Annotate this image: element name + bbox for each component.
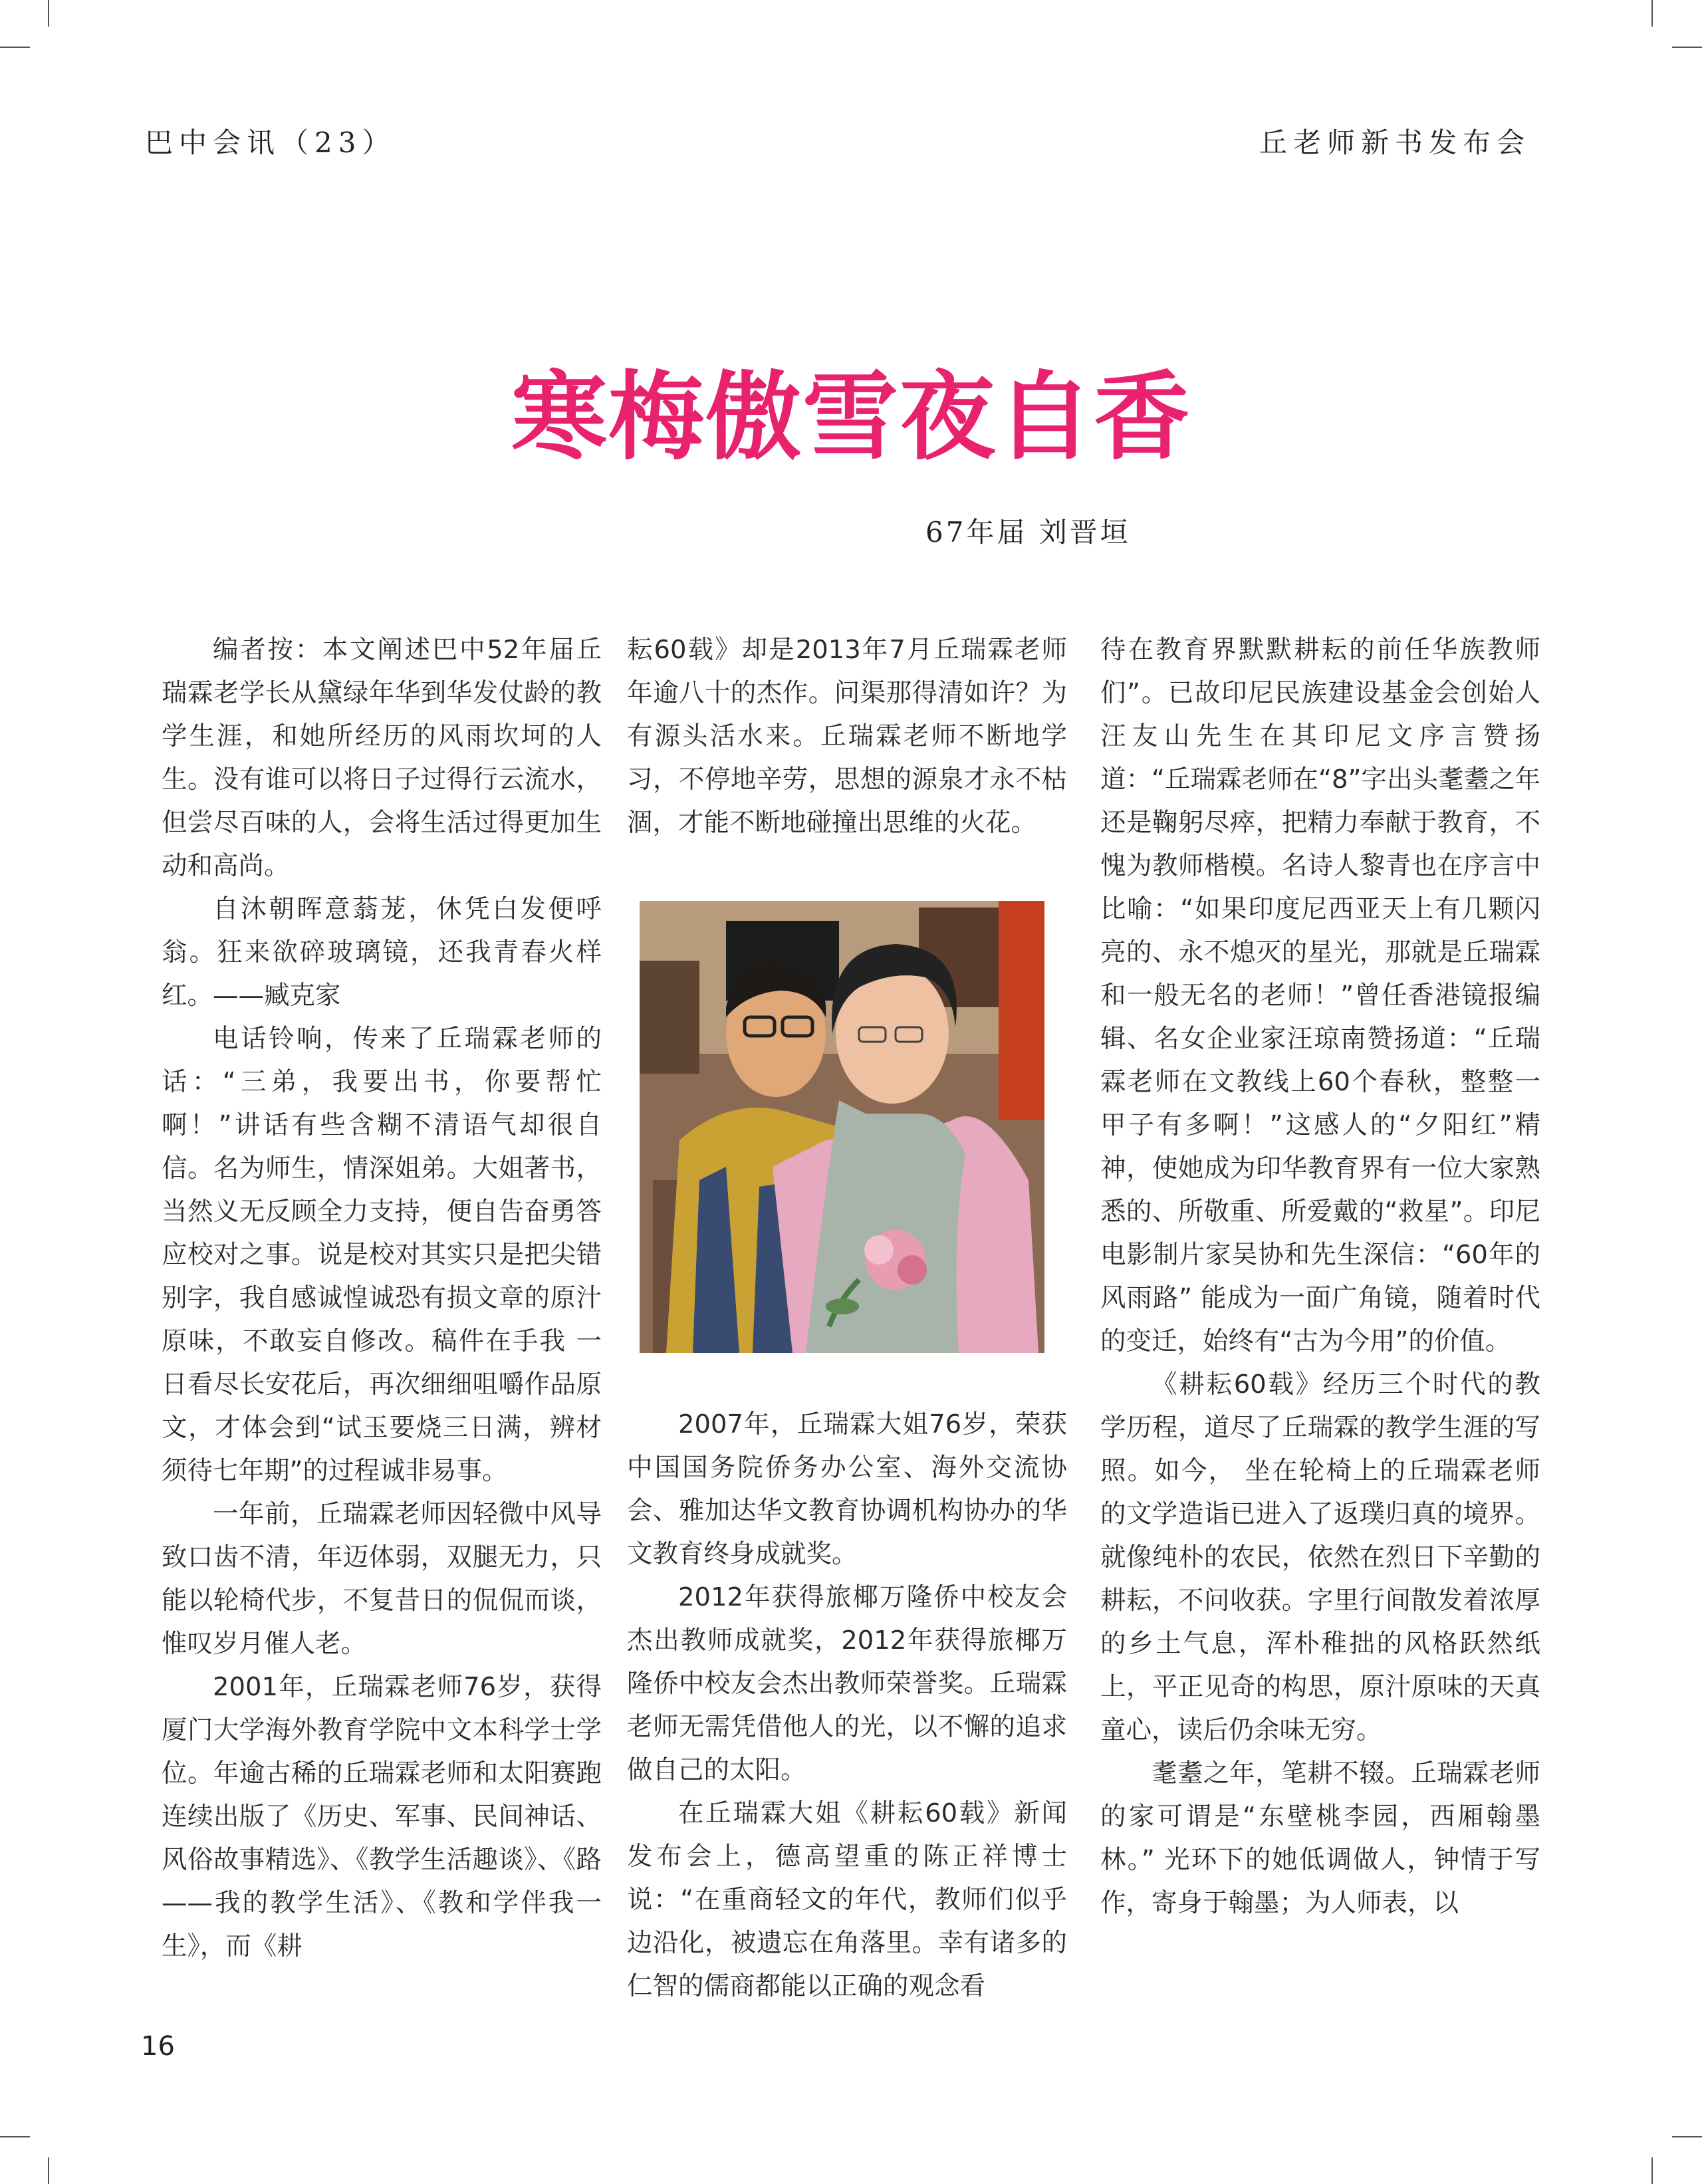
crop-mark	[48, 0, 49, 27]
body-paragraph: 电话铃响，传来了丘瑞霖老师的话：“三弟，我要出书，你要帮忙啊！”讲话有些含糊不清语气却很自信。名为师生，情深姐弟。大姐著书，当然义无反顾全力支持，便自告奋勇答应校对之事。说是校对其实只是把尖错别字，我自感诚惶诚恐有损文章的原汁原味，不敢妄自修改。稿件在手我 一日看尽长安花后，再次细细咀嚼作品原文，才体会到“试玉要烧三日满，辨材须待七年期”的过程诚非易事。	[162, 1024, 602, 1486]
body-paragraph: 《耕耘60载》经历三个时代的教学历程，道尽了丘瑞霖的教学生涯的写照。如今， 坐在轮椅上的丘瑞霖老师的文学造诣已进入了返璞归真的境界。就像纯朴的农民，依然在烈日下辛勤的耕耘，不问收获。字里行间散发着浓厚的乡土气息，浑朴稚拙的风格跃然纸上，平正见奇的构思，原汁原味的天真童心，读后仍余味无穷。	[1100, 1370, 1540, 1745]
photo-illustration	[640, 901, 1044, 1353]
crop-mark	[1672, 47, 1702, 48]
crop-mark	[0, 47, 30, 48]
body-paragraph: 在丘瑞霖大姐《耕耘60载》新闻发布会上，德高望重的陈正祥博士说：“在重商轻文的年代，教师们似乎边沿化，被遗忘在角落里。幸有诸多的仁智的儒商都能以正确的观念看	[627, 1798, 1067, 2001]
crop-mark	[0, 2136, 30, 2137]
article-byline: 67年届 刘晋垣	[925, 516, 1131, 548]
body-paragraph: 耄耋之年，笔耕不辍。丘瑞霖老师的家可谓是“东壁桃李园，西厢翰墨林。” 光环下的她低调做人，钟情于写作，寄身于翰墨；为人师表，以	[1100, 1759, 1540, 1918]
body-paragraph: 2001年，丘瑞霖老师76岁，获得厦门大学海外教育学院中文本科学士学位。年逾古稀的丘瑞霖老师和太阳赛跑连续出版了《历史、军事、民间神话、风俗故事精选》、《教学生活趣谈》、《路——我的教学生活》、《教和学伴我一生》，而《耕	[162, 1672, 602, 1961]
page-number: 16	[141, 2031, 175, 2062]
crop-mark	[1651, 0, 1653, 27]
body-paragraph: 耘60载》却是2013年7月丘瑞霖老师年逾八十的杰作。问渠那得清如许？为有源头活水来。丘瑞霖老师不断地学习，不停地辛劳，思想的源泉才永不枯涸，才能不断地碰撞出思维的火花。	[627, 635, 1067, 838]
editor-note-paragraph: 编者按：本文阐述巴中52年届丘瑞霖老学长从黛绿年华到华发仗龄的教学生涯，和她所经历的风雨坎坷的人生。没有谁可以将日子过得行云流水，但尝尽百味的人，会将生活过得更加生动和高尚。	[162, 635, 602, 881]
text-column-2	[627, 628, 1067, 844]
running-header-left: 巴中会讯（23）	[145, 126, 396, 159]
text-column-2-lower	[627, 1403, 1067, 2008]
running-header-right: 丘老师新书发布会	[1259, 126, 1530, 159]
body-paragraph: 待在教育界默默耕耘的前任华族教师们”。已故印尼民族建设基金会创始人汪友山先生在其印尼文序言赞扬道：“丘瑞霖老师在“8”字出头耄耋之年还是鞠躬尽瘁，把精力奉献于教育，不愧为教师楷模。名诗人黎青也在序言中比喻：“如果印度尼西亚天上有几颗闪亮的、永不熄灭的星光，那就是丘瑞霖和一般无名的老师！”曾任香港镜报编辑、名女企业家汪琼南赞扬道：“丘瑞霖老师在文教线上60个春秋，整整一甲子有多啊！”这感人的“夕阳红”精神，使她成为印华教育界有一位大家熟悉的、所敬重、所爱戴的“救星”。印尼电影制片家吴协和先生深信：“60年的风雨路” 能成为一面广角镜，随着时代的变迁，始终有“古为今用”的价值。	[1100, 635, 1540, 1356]
crop-mark	[48, 2157, 49, 2184]
article-title: 寒梅傲雪夜自香	[511, 361, 1191, 473]
body-paragraph: 一年前，丘瑞霖老师因轻微中风导致口齿不清，年迈体弱，双腿无力，只能以轮椅代步，不复昔日的侃侃而谈，惟叹岁月催人老。	[162, 1499, 602, 1659]
body-paragraph: 2012年获得旅椰万隆侨中校友会杰出教师成就奖，2012年获得旅椰万隆侨中校友会杰出教师荣誉奖。丘瑞霖老师无需凭借他人的光，以不懈的追求做自己的太阳。	[627, 1582, 1067, 1785]
crop-mark	[1651, 2157, 1653, 2184]
text-column-3	[1100, 628, 1540, 1925]
body-paragraph: 2007年，丘瑞霖大姐76岁，荣获中国国务院侨务办公室、海外交流协会、雅加达华文教育协调机构协办的华文教育终身成就奖。	[627, 1409, 1067, 1569]
article-photo	[640, 901, 1044, 1353]
crop-mark	[1672, 2136, 1702, 2137]
text-column-1	[162, 628, 602, 1968]
poem-paragraph: 自沐朝晖意蓊茏，休凭白发便呼翁。狂来欲碎玻璃镜，还我青春火样红。——臧克家	[162, 894, 602, 1011]
